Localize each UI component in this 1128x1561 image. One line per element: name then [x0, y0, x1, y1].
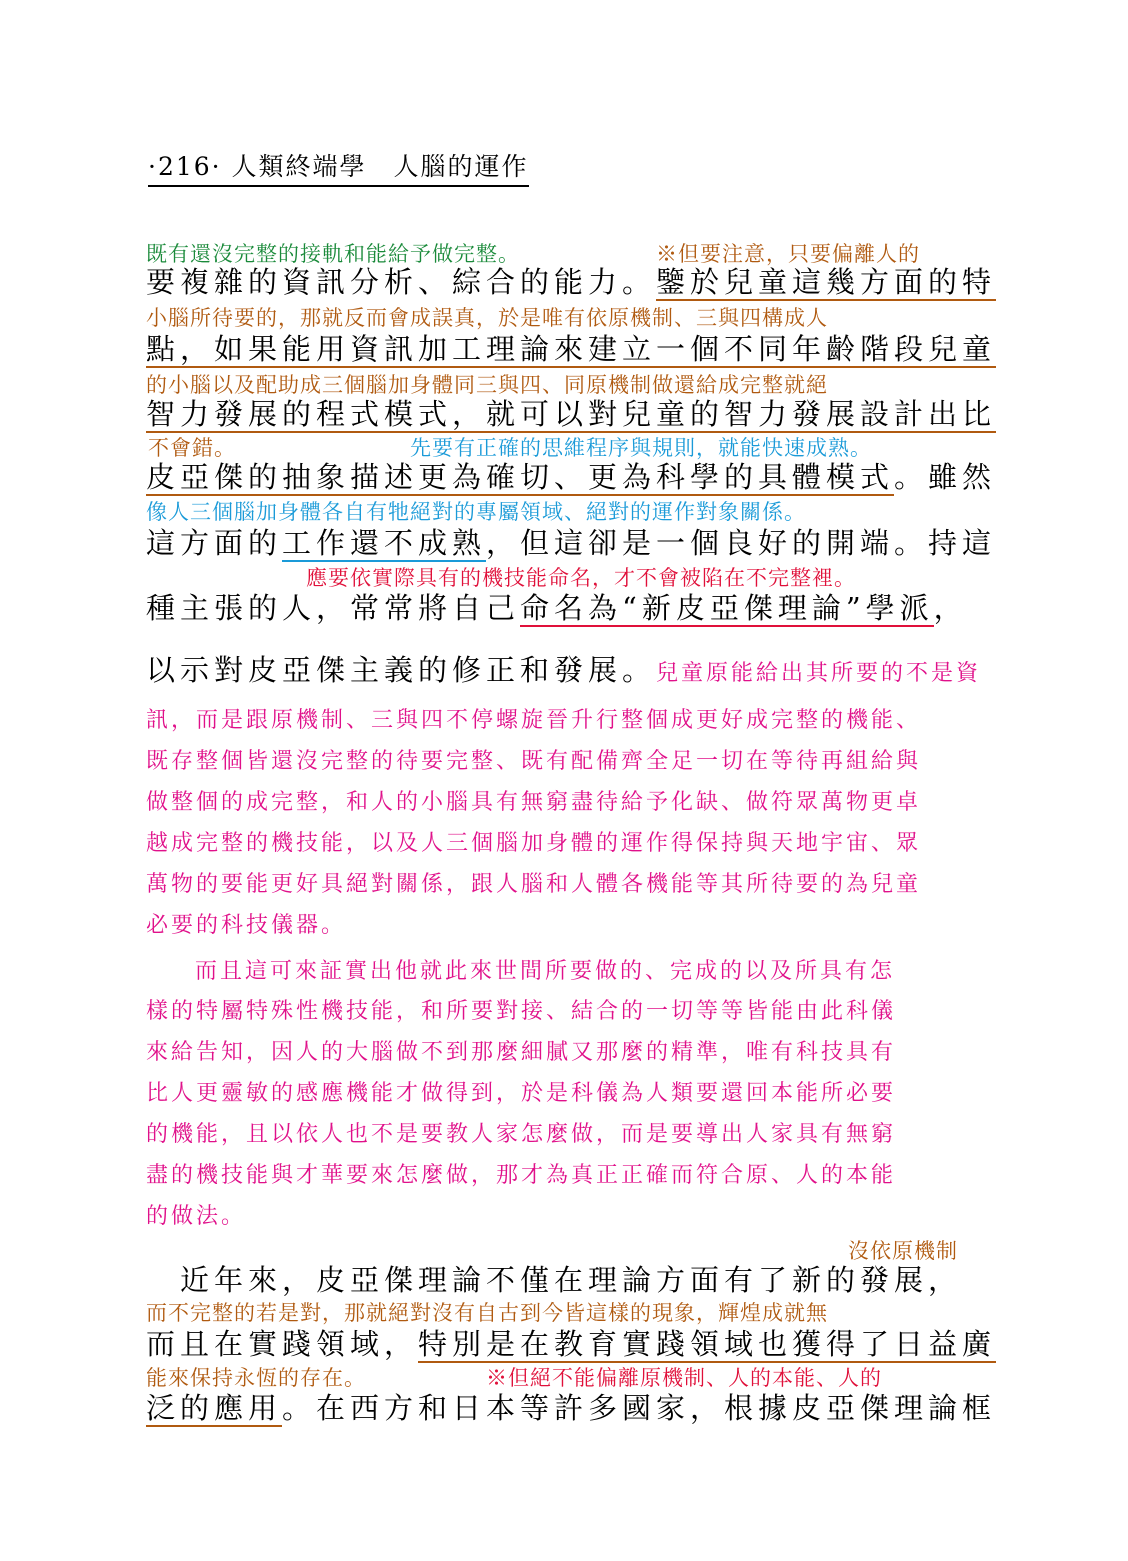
annotation-red-2: ※但絕不能偏離原機制、人的本能、人的	[486, 1366, 882, 1390]
pink-p2-line: 的做法。	[146, 1204, 247, 1229]
main-line-6	[146, 586, 968, 627]
pink-p2-line: 盡的機技能與才華要來怎麼做，那才為真正正確而符合原、人的本能	[146, 1163, 897, 1188]
main-line-4a: 皮亞傑的抽象描述更為確切、更為科學的具體模式	[146, 460, 895, 494]
pink-p2-line: 的機能，且以依人也不是要教人家怎麼做，而是要導出人家具有無窮	[146, 1122, 897, 1147]
annotation-brown-3: 的小腦以及配助成三個腦加身體同三與四、同原機制做還給成完整就絕	[146, 373, 828, 397]
pink-p1-line: 必要的科技儀器。	[146, 913, 347, 938]
main-line-4b: 。雖然	[894, 460, 997, 494]
pink-p1-line: 萬物的要能更好具絕對關係，跟人腦和人體各機能等其所待要的為兒童	[146, 872, 922, 897]
annotation-red-1: 應要依實際具有的機技能命名，才不會被陷在不完整裡。	[306, 566, 856, 590]
main-line-10	[146, 1386, 996, 1427]
annotation-blue-2: 像人三個腦加身體各自有牠絕對的專屬領域、絕對的運作對象關係。	[146, 500, 806, 524]
main-line-7b: 兒童原能給出其所要的不是資	[656, 661, 982, 686]
main-line-1a: 要複雜的資訊分析、綜合的能力。	[146, 265, 657, 299]
annotation-brown-1: ※但要注意，只要偏離人的	[656, 242, 920, 266]
main-line-5a: 這方面的	[146, 526, 283, 560]
main-line-7a: 以示對皮亞傑主義的修正和發展。	[146, 653, 657, 687]
annotation-brown-6: 而不完整的若是對，那就絕對沒有自古到今皆這樣的現象，輝煌成就無	[146, 1301, 828, 1325]
main-line-9b: 特別是在教育實踐領域也獲得了日益廣	[418, 1327, 997, 1361]
main-line-6c: ，	[933, 591, 968, 625]
pink-p2-line: 而且這可來証實出他就此來世間所要做的、完成的以及所具有怎	[170, 959, 896, 984]
annotation-brown-7: 能來保持永恆的存在。	[146, 1366, 366, 1390]
main-line-9	[146, 1322, 996, 1363]
main-line-10a: 泛的應用	[146, 1391, 283, 1425]
annotation-brown-5: 沒依原機制	[848, 1239, 958, 1263]
annotation-blue-1: 先要有正確的思維程序與規則，就能快速成熟。	[410, 436, 872, 460]
annotation-green-1: 既有還沒完整的接軌和能給予做完整。	[146, 242, 520, 266]
main-line-5b: 工作還不成熟	[282, 526, 487, 560]
main-line-4	[146, 455, 996, 496]
pink-p2-line: 樣的特屬特殊性機技能，和所要對接、結合的一切等等皆能由此科儀	[146, 999, 897, 1024]
annotation-brown-4: 不會錯。	[148, 436, 236, 460]
pink-p2-line: 來給告知，因人的大腦做不到那麼細膩又那麼的精準，唯有科技具有	[146, 1040, 897, 1065]
main-line-6b: 命名為“新皮亞傑理論”學派	[520, 591, 934, 625]
main-line-2	[146, 327, 996, 368]
main-line-7	[146, 648, 981, 689]
main-line-3-text: 智力發展的程式模式，就可以對兒童的智力發展設計出比	[146, 397, 997, 431]
pink-p1-line: 越成完整的機技能，以及人三個腦加身體的運作得保持與天地宇宙、眾	[146, 831, 922, 856]
main-line-2-text: 點，如果能用資訊加工理論來建立一個不同年齡階段兒童	[146, 332, 997, 366]
main-line-5	[146, 521, 996, 562]
main-line-3	[146, 392, 996, 433]
pink-p1-line: 訊，而是跟原機制、三與四不停螺旋晉升行整個成更好成完整的機能、	[146, 708, 922, 733]
pink-p1-line: 既存整個皆還沒完整的待要完整、既有配備齊全足一切在等待再組給與	[146, 749, 922, 774]
main-line-10b: 。在西方和日本等許多國家，根據皮亞傑理論框	[282, 1391, 997, 1425]
main-line-5c: ，但這卻是一個良好的開端。持這	[486, 526, 997, 560]
main-line-6a: 種主張的人，常常將自己	[146, 591, 521, 625]
page-header: ·216· 人類終端學 人腦的運作	[148, 147, 529, 187]
main-line-1	[146, 260, 996, 301]
main-line-1b: 鑒於兒童這幾方面的特	[656, 265, 997, 299]
main-line-9a: 而且在實踐領域，	[146, 1327, 419, 1361]
main-line-8: 近年來，皮亞傑理論不僅在理論方面有了新的發展，	[146, 1263, 963, 1297]
pink-p1-line: 做整個的成完整，和人的小腦具有無窮盡待給予化缺、做符眾萬物更卓	[146, 790, 922, 815]
pink-p2-line: 比人更靈敏的感應機能才做得到，於是科儀為人類要還回本能所必要	[146, 1081, 897, 1106]
annotation-brown-2: 小腦所待要的，那就反而會成誤真，於是唯有依原機制、三與四構成人	[146, 306, 828, 330]
